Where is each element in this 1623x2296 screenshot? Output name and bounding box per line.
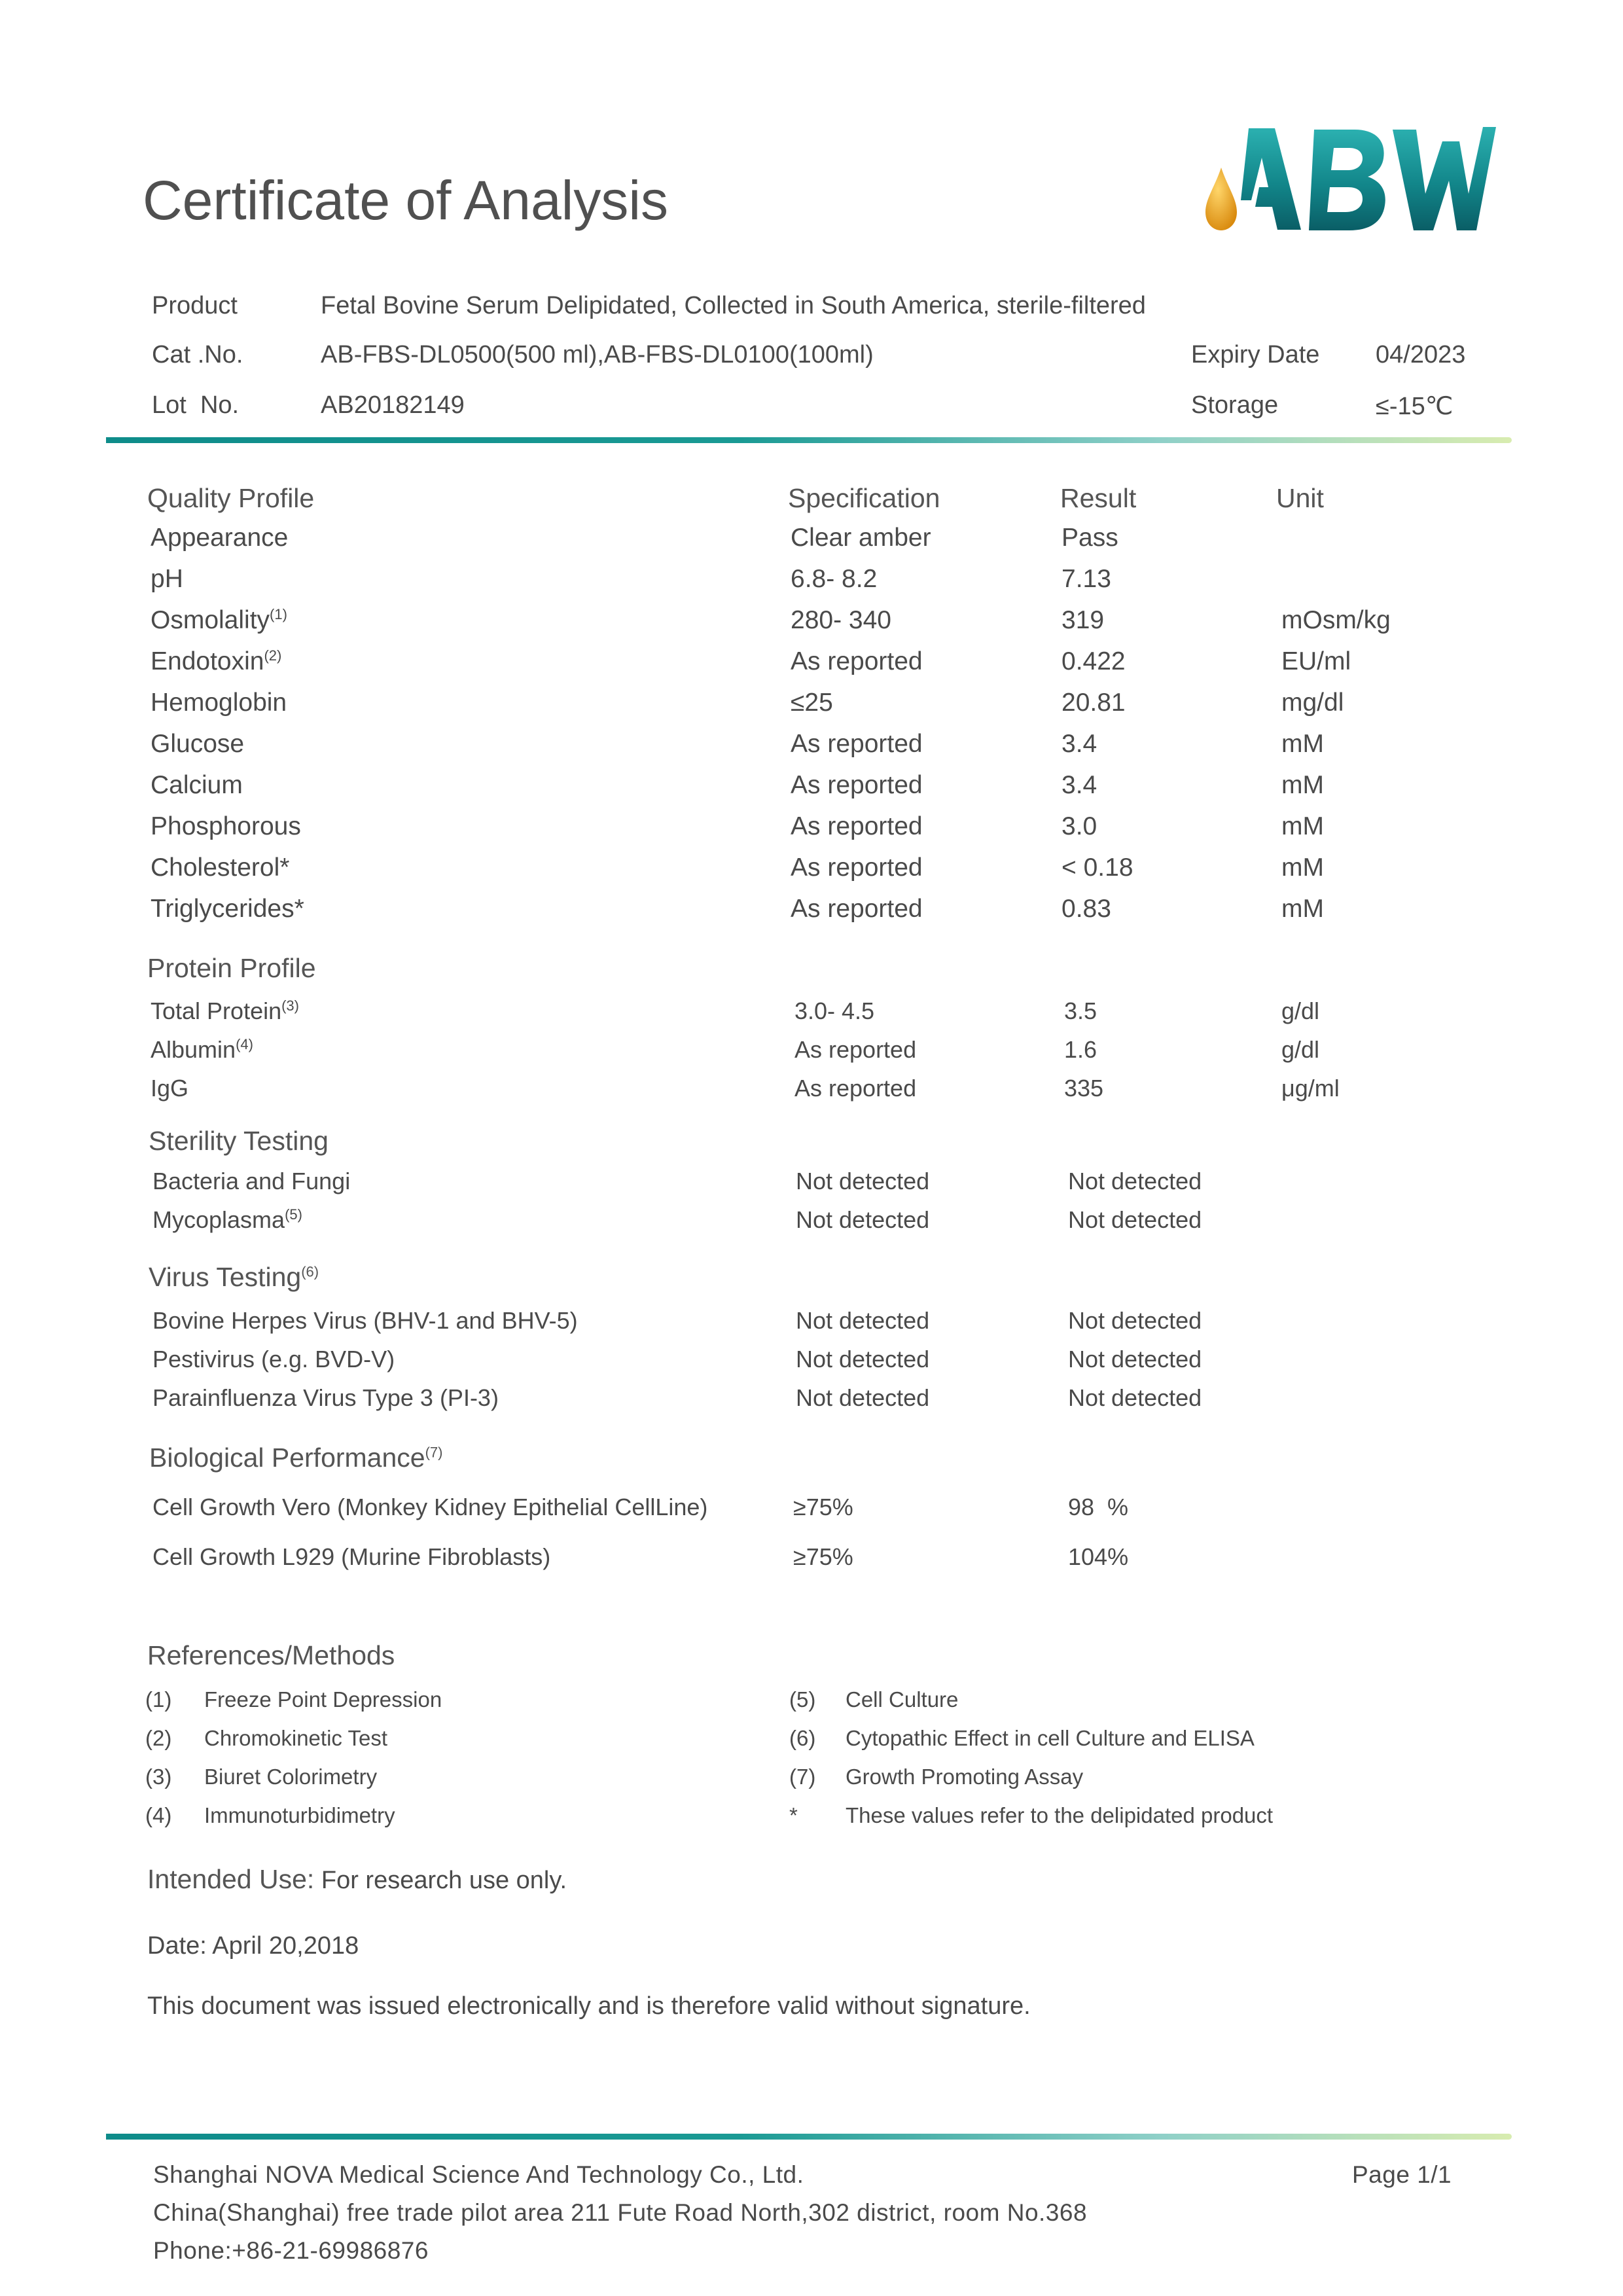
row-name	[151, 812, 301, 841]
row-name-text: Calcium	[151, 771, 243, 799]
row-name-text: IgG	[151, 1075, 189, 1102]
unit-heading: Unit	[1276, 483, 1324, 513]
reference-text: Chromokinetic Test	[204, 1726, 388, 1750]
row-name-text: Bacteria and Fungi	[152, 1168, 351, 1194]
row-name-ref: (5)	[285, 1206, 302, 1223]
lot-label: Lot No.	[152, 391, 240, 419]
row-specification: Not detected	[796, 1384, 930, 1411]
row-name: Cell Growth Vero (Monkey Kidney Epithelial CellLine)	[152, 1494, 708, 1520]
row-name-text: Glucose	[151, 730, 245, 758]
row-name-text: Cholesterol*	[151, 853, 290, 882]
row-result: 3.4	[1061, 730, 1097, 758]
footer-divider-bar	[106, 2134, 1512, 2140]
logo-letter-w	[1393, 127, 1496, 230]
row-specification: As reported	[794, 1075, 917, 1102]
row-name-text: Hemoglobin	[151, 689, 287, 717]
row-specification: Not detected	[796, 1307, 930, 1334]
row-specification: ≥75%	[793, 1494, 853, 1520]
row-specification: As reported	[791, 730, 923, 758]
row-name	[151, 1075, 188, 1102]
reference-text: Biuret Colorimetry	[204, 1765, 378, 1789]
row-specification: As reported	[791, 647, 923, 675]
references-heading: References/Methods	[147, 1640, 395, 1670]
document-title: Certificate of Analysis	[143, 170, 669, 231]
expiry-label: Expiry Date	[1191, 341, 1320, 368]
quality-profile-heading: Quality Profile	[147, 483, 315, 513]
row-specification: As reported	[794, 1036, 917, 1063]
row-name-text: Albumin	[151, 1036, 236, 1063]
row-name	[151, 730, 244, 759]
row-result: 1.6	[1064, 1036, 1097, 1063]
row-unit: g/dl	[1281, 997, 1320, 1024]
row-name-text: pH	[151, 565, 183, 593]
intended-use-label: Intended Use:	[147, 1864, 315, 1894]
reference-text: Growth Promoting Assay	[846, 1765, 1084, 1789]
sterility-testing-heading: Sterility Testing	[149, 1126, 329, 1156]
row-specification: 6.8- 8.2	[791, 565, 878, 593]
storage-value: ≤-15℃	[1376, 393, 1454, 420]
drop-shape	[1205, 168, 1237, 230]
reference-number: (4)	[145, 1803, 172, 1827]
footer-company: Shanghai NOVA Medical Science And Technology Co., Ltd.	[153, 2161, 804, 2188]
footer-page-number: Page 1/1	[1352, 2161, 1452, 2188]
storage-label: Storage	[1191, 391, 1279, 419]
row-specification: Not detected	[796, 1168, 930, 1194]
row-name	[152, 1168, 350, 1195]
row-specification: As reported	[791, 771, 923, 799]
reference-text: Freeze Point Depression	[204, 1687, 442, 1712]
product-label: Product	[152, 292, 238, 319]
row-result: 98 %	[1068, 1494, 1129, 1520]
row-unit: mM	[1281, 895, 1324, 923]
row-specification: As reported	[791, 853, 923, 882]
row-result: 3.4	[1061, 771, 1097, 799]
row-name-ref: (2)	[264, 647, 282, 664]
intended-use	[147, 1864, 567, 1895]
virus-testing-title: Virus Testing	[149, 1262, 302, 1292]
reference-number: (7)	[789, 1765, 816, 1789]
result-heading: Result	[1060, 483, 1137, 513]
row-name	[151, 565, 183, 594]
row-result: < 0.18	[1061, 853, 1133, 882]
row-specification: Clear amber	[791, 524, 931, 552]
row-specification: ≤25	[791, 689, 833, 717]
row-unit: EU/ml	[1281, 647, 1351, 675]
reference-text: These values refer to the delipidated product	[846, 1803, 1274, 1827]
row-name: Parainfluenza Virus Type 3 (PI-3)	[152, 1384, 499, 1411]
logo-letter-b	[1309, 130, 1385, 230]
row-name-ref: (4)	[236, 1036, 253, 1052]
lot-value: AB20182149	[321, 391, 465, 419]
row-name	[151, 997, 299, 1025]
reference-number: (6)	[789, 1726, 816, 1750]
row-name: Cell Growth L929 (Murine Fibroblasts)	[152, 1543, 551, 1570]
row-result: Not detected	[1068, 1346, 1202, 1372]
row-specification: 3.0- 4.5	[794, 997, 875, 1024]
row-name-text: Phosphorous	[151, 812, 301, 840]
row-name	[151, 895, 304, 924]
row-name-text: Appearance	[151, 524, 289, 552]
row-result: 0.422	[1061, 647, 1126, 675]
row-name	[151, 524, 288, 552]
product-value: Fetal Bovine Serum Delipidated, Collected in South America, sterile-filtered	[321, 292, 1146, 319]
row-specification: Not detected	[796, 1206, 930, 1233]
row-name-ref: (3)	[281, 997, 299, 1014]
row-name-text: Triglycerides*	[151, 895, 304, 923]
row-name	[151, 689, 287, 717]
row-name	[151, 647, 281, 676]
cat-value: AB-FBS-DL0500(500 ml),AB-FBS-DL0100(100ml)	[321, 341, 874, 368]
row-unit: mM	[1281, 730, 1324, 758]
row-result: 335	[1064, 1075, 1104, 1102]
row-unit: mM	[1281, 812, 1324, 840]
cat-label: Cat .No.	[152, 341, 243, 368]
row-unit: mM	[1281, 771, 1324, 799]
row-unit: mM	[1281, 853, 1324, 882]
reference-text: Cell Culture	[846, 1687, 959, 1712]
virus-testing-heading	[149, 1262, 319, 1293]
row-result: 20.81	[1061, 689, 1126, 717]
row-specification: As reported	[791, 812, 923, 840]
protein-profile-heading: Protein Profile	[147, 953, 316, 983]
row-result: 3.0	[1061, 812, 1097, 840]
footer-address: China(Shanghai) free trade pilot area 211 Fute Road North,302 district, room No.368	[153, 2199, 1088, 2226]
virus-testing-ref: (6)	[301, 1263, 319, 1280]
validity-note: This document was issued electronically and is therefore valid without signature.	[147, 1992, 1031, 2020]
row-specification: As reported	[791, 895, 923, 923]
row-result: 0.83	[1061, 895, 1111, 923]
logo-letter-a	[1241, 128, 1301, 230]
header-divider-bar	[106, 437, 1512, 443]
specification-heading: Specification	[788, 483, 940, 513]
row-result: 319	[1061, 606, 1105, 634]
row-unit: g/dl	[1281, 1036, 1320, 1063]
row-specification: Not detected	[796, 1346, 930, 1372]
expiry-value: 04/2023	[1376, 341, 1466, 368]
row-result: Not detected	[1068, 1384, 1202, 1411]
row-name-text: Total Protein	[151, 997, 282, 1024]
row-name: Pestivirus (e.g. BVD-V)	[152, 1346, 395, 1372]
reference-text: Immunoturbidimetry	[204, 1803, 395, 1827]
reference-number: (1)	[145, 1687, 172, 1712]
reference-number: (2)	[145, 1726, 172, 1750]
row-result: Not detected	[1068, 1307, 1202, 1334]
reference-number: (3)	[145, 1765, 172, 1789]
row-name-ref: (1)	[270, 606, 287, 622]
reference-number: *	[789, 1803, 798, 1827]
row-name-text: Endotoxin	[151, 647, 264, 675]
date-line: Date: April 20,2018	[147, 1932, 359, 1960]
reference-number: (5)	[789, 1687, 816, 1712]
reference-text: Cytopathic Effect in cell Culture and ELISA	[846, 1726, 1255, 1750]
row-result: Not detected	[1068, 1206, 1202, 1233]
row-name	[151, 606, 287, 635]
row-name-text: Osmolality	[151, 606, 270, 634]
row-name	[151, 1036, 253, 1064]
row-unit: mOsm/kg	[1281, 606, 1391, 634]
row-result: 7.13	[1061, 565, 1111, 593]
row-result: 3.5	[1064, 997, 1097, 1024]
biological-performance-heading	[149, 1443, 442, 1473]
abw-logo	[1203, 122, 1497, 236]
row-result: Pass	[1061, 524, 1118, 552]
footer-phone: Phone:+86-21-69986876	[153, 2237, 429, 2264]
row-specification: 280- 340	[791, 606, 891, 634]
row-specification: ≥75%	[793, 1543, 853, 1570]
row-name	[151, 771, 243, 800]
intended-use-text: For research use only.	[314, 1867, 567, 1894]
row-result: 104%	[1068, 1543, 1129, 1570]
biological-performance-title: Biological Performance	[149, 1443, 425, 1473]
row-name	[152, 1206, 302, 1234]
row-unit: mg/dl	[1281, 689, 1344, 717]
biological-performance-ref: (7)	[425, 1444, 443, 1461]
row-name: Bovine Herpes Virus (BHV-1 and BHV-5)	[152, 1307, 578, 1334]
row-name-text: Mycoplasma	[152, 1206, 285, 1233]
row-result: Not detected	[1068, 1168, 1202, 1194]
row-name	[151, 853, 289, 882]
row-unit: μg/ml	[1281, 1075, 1340, 1102]
